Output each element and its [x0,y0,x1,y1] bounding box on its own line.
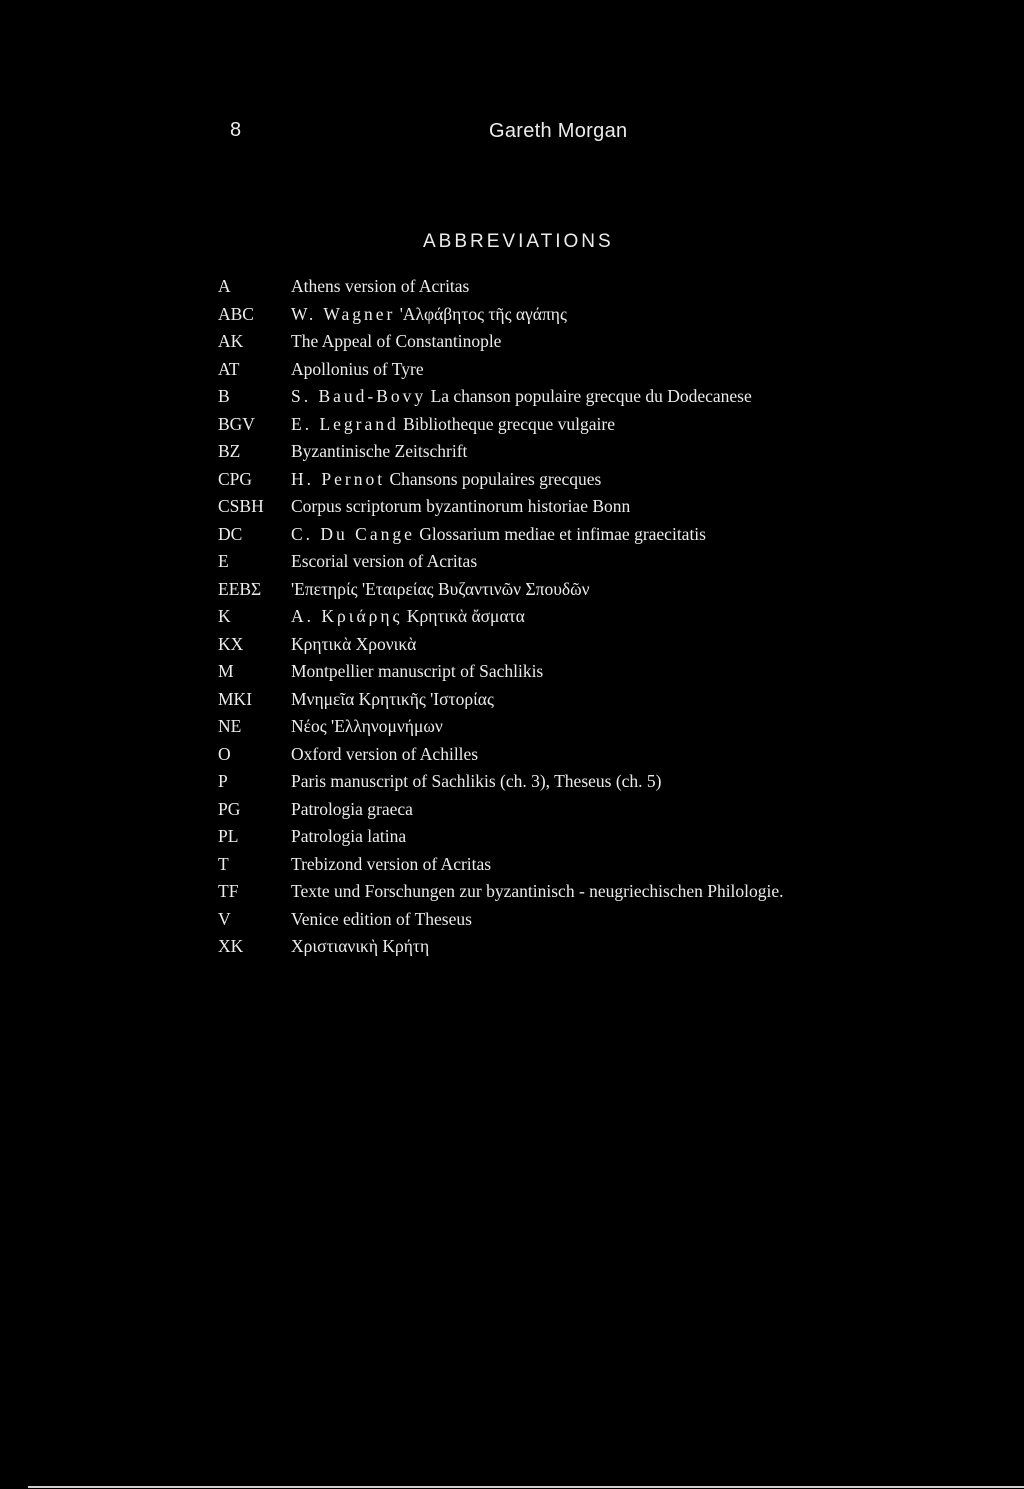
abbreviation-definition [291,328,908,356]
abbreviation-entry [218,933,908,961]
abbreviation-title: Corpus scriptorum byzantinorum historiae Bonn [291,496,631,516]
page-number: 8 [230,119,242,141]
abbreviation-code: E [218,551,229,571]
abbreviation-title: Montpellier manuscript of Sachlikis [291,661,544,681]
abbreviation-definition [291,713,908,741]
abbreviation-definition [291,521,908,549]
abbreviation-author: C. Du Cange [291,523,415,544]
abbreviation-title: Venice edition of Theseus [291,908,472,929]
abbreviation-definition [291,301,908,329]
abbreviation-author: W. Wagner [291,303,396,324]
abbreviation-author: E. Legrand [291,413,399,434]
abbreviation-definition [291,823,908,851]
abbreviation-title: Patrologia latina [291,826,407,846]
abbreviation-code: V [218,908,231,929]
running-head-author: Gareth Morgan [489,120,628,142]
abbreviation-definition [291,576,908,604]
abbreviation-title: Oxford version of Achilles [291,743,479,764]
abbreviation-code: DC [218,523,243,544]
abbreviation-entry [218,796,908,824]
abbreviation-entry [218,493,908,521]
section-title: ABBREVIATIONS [423,231,614,252]
abbreviation-definition [291,878,908,906]
abbreviation-entry [218,521,908,549]
abbreviation-entry [218,631,908,659]
abbreviation-entry [218,466,908,494]
abbreviation-entry [218,301,908,329]
abbreviation-title: Chansons populaires grecques [389,468,602,489]
abbreviation-title: Κρητικὰ Χρονικὰ [291,633,417,654]
abbreviation-definition [291,273,908,301]
abbreviation-definition [291,438,908,466]
abbreviation-title: 'Επετηρίς 'Εταιρείας Βυζαντινῶν Σπουδῶν [291,578,590,599]
abbreviation-entry [218,686,908,714]
abbreviation-code: B [218,386,230,406]
abbreviation-title: Trebizond version of Acritas [291,853,492,874]
abbreviation-definition [291,631,908,659]
abbreviation-definition [291,493,908,521]
abbreviation-title: Κρητικὰ ἄσματα [406,606,525,626]
abbreviation-entry [218,438,908,466]
abbreviation-code: AK [218,331,244,351]
abbreviation-entry [218,768,908,796]
abbreviation-title: The Appeal of Constantinople [291,331,502,351]
abbreviation-code: KX [218,633,244,654]
abbreviation-code: PL [218,826,239,846]
abbreviation-title: Texte und Forschungen zur byzantinisch - neugriechischen Philologie. [291,881,784,901]
abbreviation-definition [291,933,908,961]
abbreviation-code: O [218,743,231,764]
abbreviation-code: PG [218,798,241,819]
bottom-rule [28,1486,1024,1488]
abbreviation-definition [291,851,908,879]
abbreviation-title: Glossarium mediae et infimae graecitatis [419,523,706,544]
abbreviation-entry [218,356,908,384]
abbreviation-title: Byzantinische Zeitschrift [291,441,468,461]
abbreviation-entry [218,576,908,604]
abbreviation-code: ABC [218,303,254,324]
abbreviation-code: K [218,606,231,626]
abbreviation-definition [291,796,908,824]
abbreviation-title: Paris manuscript of Sachlikis (ch. 3), Theseus (ch. 5) [291,771,662,791]
abbreviation-definition [291,658,908,686]
abbreviation-entry [218,741,908,769]
abbreviation-definition [291,548,908,576]
abbreviation-code: XK [218,936,244,956]
abbreviation-code: BZ [218,441,241,461]
abbreviation-entry [218,906,908,934]
abbreviation-entry [218,603,908,631]
abbreviation-title: Bibliotheque grecque vulgaire [403,413,615,434]
abbreviation-code: AT [218,358,240,379]
abbreviation-definition [291,686,908,714]
abbreviation-entry [218,823,908,851]
abbreviation-entry [218,328,908,356]
abbreviation-definition [291,383,908,411]
abbreviation-code: P [218,771,228,791]
abbreviation-definition [291,741,908,769]
abbreviations-list [218,273,908,961]
abbreviation-code: TF [218,881,239,901]
abbreviation-entry [218,713,908,741]
abbreviation-definition [291,906,908,934]
abbreviation-code: NE [218,716,242,736]
abbreviation-entry [218,273,908,301]
abbreviation-entry [218,548,908,576]
abbreviation-entry [218,658,908,686]
abbreviation-entry [218,411,908,439]
abbreviation-title: Apollonius of Tyre [291,358,424,379]
abbreviation-title: Νέος 'Ελληνομνήμων [291,716,443,736]
abbreviation-code: A [218,276,231,296]
abbreviation-definition [291,768,908,796]
abbreviation-definition [291,603,908,631]
abbreviation-definition [291,411,908,439]
abbreviation-code: T [218,853,229,874]
abbreviation-entry [218,851,908,879]
abbreviation-author: S. Baud-Bovy [291,386,427,406]
abbreviation-definition [291,356,908,384]
abbreviation-title: Μνημεῖα Κρητικῆς 'Ιστορίας [291,688,494,709]
abbreviation-code: BGV [218,413,255,434]
abbreviation-code: MKI [218,688,253,709]
abbreviation-author: H. Pernot [291,468,386,489]
abbreviation-code: CPG [218,468,253,489]
abbreviation-code: ΕΕΒΣ [218,578,262,599]
abbreviation-code: CSBH [218,496,264,516]
abbreviation-code: M [218,661,234,681]
abbreviation-title: La chanson populaire grecque du Dodecanese [430,386,752,406]
abbreviation-title: Escorial version of Acritas [291,551,478,571]
abbreviation-title: Patrologia graeca [291,798,413,819]
abbreviation-entry [218,383,908,411]
abbreviation-entry [218,878,908,906]
abbreviation-author: A. Κριάρης [291,606,403,626]
abbreviation-title: 'Αλφάβητος τῆς αγάπης [399,303,567,324]
abbreviation-title: Χριστιανικὴ Κρήτη [291,936,430,956]
abbreviation-title: Athens version of Acritas [291,276,470,296]
abbreviation-definition [291,466,908,494]
